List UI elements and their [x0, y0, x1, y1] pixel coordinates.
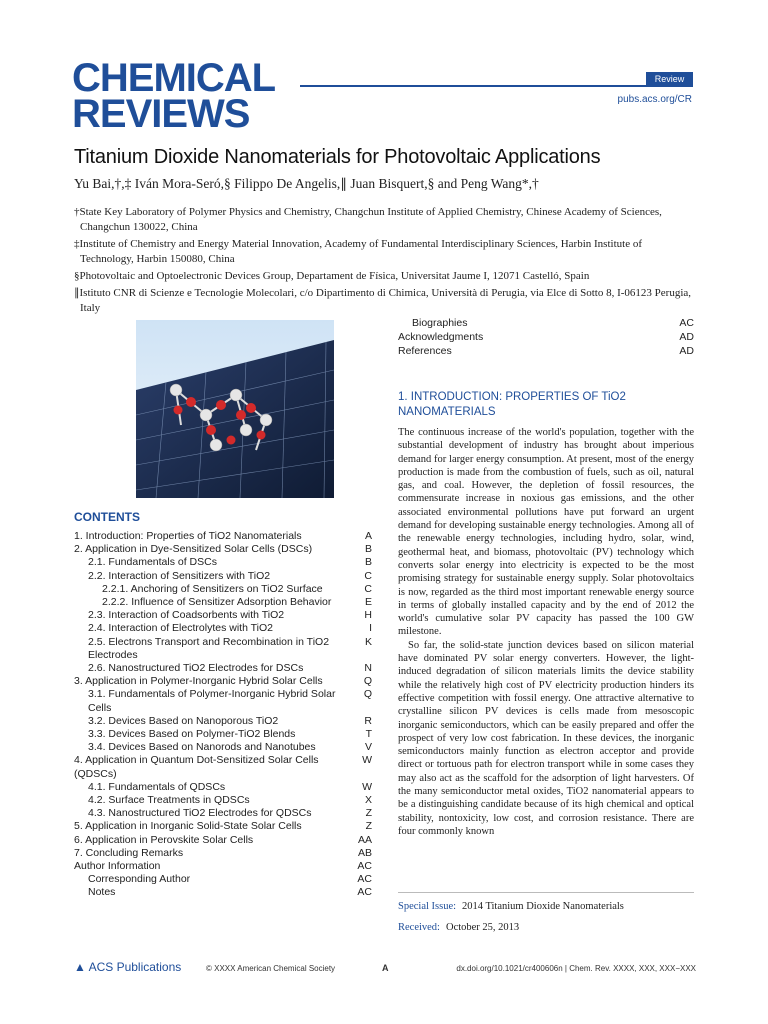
toc-entry-page: AC [679, 317, 694, 329]
toc-entry-title: 4. Application in Quantum Dot-Sensitized Solar Cells (QDSCs) [74, 754, 319, 780]
toc-entry-page: AB [357, 846, 372, 859]
toc-entry-title: 5. Application in Inorganic Solid-State Solar Cells [74, 820, 302, 833]
journal-logo [72, 56, 276, 136]
author-list: Yu Bai,†,‡ Iván Mora-Seró,§ Filippo De Angelis,∥ Juan Bisquert,§ and Peng Wang*,† [74, 176, 539, 191]
toc-entry[interactable] [74, 741, 372, 754]
affiliation: ‡Institute of Chemistry and Energy Material Innovation, Academy of Fundamental Interdisciplinary Sciences, Harbin Institute of Technology, Harbin 150080, China [74, 238, 642, 265]
toc-entry-title: Corresponding Author [88, 873, 191, 886]
toc-entry-title: 4.2. Surface Treatments in QDSCs [88, 794, 250, 807]
toc-entry-title: 2.5. Electrons Transport and Recombination in TiO2 Electrodes [88, 635, 330, 661]
toc-entry[interactable] [74, 873, 372, 886]
special-issue-label: Special Issue: [398, 901, 457, 912]
header-rule [300, 85, 693, 87]
toc-entry-page: AC [357, 873, 372, 886]
toc-entry[interactable] [74, 530, 372, 543]
toc-entry[interactable] [74, 556, 372, 569]
toc-entry-title: 3.3. Devices Based on Polymer-TiO2 Blends [88, 728, 296, 741]
toc-entry[interactable] [74, 596, 372, 609]
toc-entry-title: 2.1. Fundamentals of DSCs [88, 556, 217, 569]
toc-entry-title: 2.3. Interaction of Coadsorbents with TiO2 [88, 609, 285, 622]
toc-entry[interactable] [74, 715, 372, 728]
toc-entry[interactable] [74, 860, 372, 873]
toc-entry[interactable] [74, 675, 372, 688]
toc-entry-title: 2.6. Nanostructured TiO2 Electrodes for DSCs [88, 662, 304, 675]
toc-entry[interactable] [74, 662, 372, 675]
toc-entry-page: X [364, 794, 372, 807]
table-of-contents-continued [398, 316, 694, 358]
toc-entry[interactable] [74, 609, 372, 622]
affiliations [74, 205, 696, 318]
toc-entry-page: Q [363, 688, 372, 701]
affiliation: †State Key Laboratory of Polymer Physics and Chemistry, Changchun Institute of Applied Chemistry, Chinese Academy of Sciences, Changchun 130022, China [74, 206, 662, 233]
journal-logo-line2: REVIEWS [72, 92, 250, 136]
toc-entry-title: 3.4. Devices Based on Nanorods and Nanotubes [88, 741, 316, 754]
toc-entry-title: Notes [88, 886, 116, 899]
paragraph: The continuous increase of the world's population, together with the substantial development of industry has brought about imperious demand for larger energy consumption. At present, most of the energy production is made from the combustion of fuels, such as oil, natural gas, and coal. However, the depletion of fossil resources, the commensurate increase in noxious gas emissions, and the other associated environmental pollutions have put forward an urgent demand for developing sustainable energy technologies. Among all of the renewable energy technologies, including hydro, solar, wind, geothermal heat, and biomass, photovoltaic (PV) technology which converts solar energy into electricity is expected to be the most promising strategy for sustainable energy supply. Solar photovoltaics is now, regarded as the third most important renewable energy source in terms of globally installed capacity and by the end of 2012 the world's cumulative solar PV capacity has passed the 100 GW milestone. [398, 427, 694, 638]
toc-entry-page: W [362, 754, 372, 767]
affiliation: ∥Istituto CNR di Scienze e Tecnologie Molecolari, c/o Dipartimento di Chimica, Università di Perugia, via Elce di Sotto 8, I-06123 Perugia, Italy [74, 287, 692, 314]
toc-entry-title: References [398, 345, 452, 357]
toc-entry-page: N [364, 662, 372, 675]
page-footer [74, 960, 696, 980]
toc-entry[interactable] [74, 807, 372, 820]
acs-icon: ▲ [74, 960, 86, 974]
publisher-name: ACS Publications [88, 960, 182, 974]
toc-entry-title: 3. Application in Polymer-Inorganic Hybrid Solar Cells [74, 675, 323, 688]
toc-entry[interactable] [398, 330, 694, 344]
toc-entry-page: AD [679, 331, 694, 343]
received-label: Received: [398, 922, 440, 933]
special-issue-value: 2014 Titanium Dioxide Nanomaterials [462, 901, 624, 912]
toc-entry-title: 2.2. Interaction of Sensitizers with TiO2 [88, 569, 271, 582]
toc-entry-page: B [364, 543, 372, 556]
toc-entry-title: 3.1. Fundamentals of Polymer-Inorganic Hybrid Solar Cells [88, 688, 336, 714]
toc-graphic [136, 320, 334, 498]
contents-heading: CONTENTS [74, 510, 140, 524]
toc-entry-title: 2.2.2. Influence of Sensitizer Adsorption Behavior [102, 596, 332, 609]
article-title: Titanium Dioxide Nanomaterials for Photovoltaic Applications [74, 146, 601, 168]
doi-citation[interactable]: dx.doi.org/10.1021/cr400606n | Chem. Rev. XXXX, XXX, XXX−XXX [456, 964, 696, 973]
toc-entry[interactable] [74, 820, 372, 833]
page-number: A [382, 963, 389, 973]
solar-panel-molecule-image [136, 320, 334, 498]
toc-entry-title: 4.1. Fundamentals of QDSCs [88, 780, 226, 793]
toc-entry-page: E [364, 596, 372, 609]
toc-entry-page: I [369, 622, 372, 635]
toc-entry-title: 2. Application in Dye-Sensitized Solar Cells (DSCs) [74, 543, 313, 556]
toc-entry-page: C [364, 582, 372, 595]
affiliation: §Photovoltaic and Optoelectronic Devices Group, Departament de Física, Universitat Jaume I, 12071 Castelló, Spain [74, 270, 590, 282]
toc-entry-page: K [364, 635, 372, 648]
paragraph: So far, the solid-state junction devices based on silicon material have dominated PV solar energy converters. However, the light-induced degradation of silicon materials limits the device stability while the relatively high cost of PV electricity production hinders its effective competition with fossil energy. One attractive alternative to crystalline silicon PV devices is cells made from mesoscopic inorganic semiconductors, which can be easily prepared and offer the prospect of very low cost fabrication. In these devices, the inorganic semiconductors mainly function as electron acceptor and provide direct or tortuous path for electron transport while in some cases they may also act as the scaffold for the adsorption of light harvesters. Of the many semiconductor metal oxides, TiO2 nanomaterial appears to be a distinguishing candidate because of its high chemical and optical stability, nontoxicity, low cost, and corrosion resistance. There are four commonly known [398, 639, 694, 837]
toc-entry[interactable] [398, 316, 694, 330]
publisher-logo [74, 960, 181, 974]
journal-url[interactable]: pubs.acs.org/CR [617, 94, 692, 105]
toc-entry-title: 2.2.1. Anchoring of Sensitizers on TiO2 Surface [102, 582, 323, 595]
toc-entry[interactable] [398, 344, 694, 358]
toc-entry-page: R [364, 714, 372, 727]
toc-entry-title: 6. Application in Perovskite Solar Cells [74, 833, 254, 846]
received-line [398, 922, 519, 933]
toc-entry-page: AD [679, 345, 694, 357]
toc-entry[interactable] [74, 847, 372, 860]
toc-entry[interactable] [74, 728, 372, 741]
toc-entry[interactable] [74, 583, 372, 596]
special-issue-line [398, 901, 624, 912]
toc-entry-title: 2.4. Interaction of Electrolytes with TiO2 [88, 622, 274, 635]
toc-entry-page: Z [365, 807, 372, 820]
received-value: October 25, 2013 [445, 922, 520, 933]
toc-entry-title: Acknowledgments [398, 331, 484, 343]
toc-entry-title: Biographies [412, 317, 468, 329]
toc-entry-page: Z [365, 820, 372, 833]
toc-entry-title: 7. Concluding Remarks [74, 846, 184, 859]
toc-entry-page: T [365, 728, 372, 741]
toc-entry[interactable] [74, 570, 372, 583]
toc-entry-title: Author Information [74, 860, 161, 873]
toc-entry-page: AA [357, 833, 372, 846]
toc-entry[interactable] [74, 886, 372, 899]
toc-entry-page: A [364, 530, 372, 542]
section-heading: 1. INTRODUCTION: PROPERTIES OF TiO2 NANOMATERIALS [398, 391, 626, 418]
toc-entry-title: 4.3. Nanostructured TiO2 Electrodes for QDSCs [88, 807, 312, 820]
toc-entry-page: Q [363, 675, 372, 688]
toc-entry-title: 1. Introduction: Properties of TiO2 Nanomaterials [74, 530, 302, 542]
toc-entry-page: H [364, 609, 372, 622]
toc-entry[interactable] [74, 794, 372, 807]
divider [398, 892, 694, 893]
toc-entry-page: V [364, 741, 372, 754]
toc-entry-page: W [362, 780, 372, 793]
toc-entry[interactable] [74, 754, 372, 780]
copyright: © XXXX American Chemical Society [206, 964, 336, 973]
toc-entry[interactable] [74, 834, 372, 847]
toc-entry[interactable] [74, 543, 372, 556]
toc-entry-page: AC [357, 860, 372, 873]
toc-entry-page: B [364, 556, 372, 569]
toc-entry[interactable] [74, 636, 372, 662]
journal-logo-line1: CHEMICAL [72, 56, 276, 100]
toc-entry[interactable] [74, 781, 372, 794]
toc-entry-title: 3.2. Devices Based on Nanoporous TiO2 [88, 714, 279, 727]
article-type-badge: Review [646, 72, 693, 86]
toc-entry-page: AC [357, 886, 372, 899]
toc-entry[interactable] [74, 622, 372, 635]
body-text [398, 426, 694, 838]
table-of-contents [74, 530, 372, 900]
toc-entry-page: C [364, 569, 372, 582]
toc-entry[interactable] [74, 688, 372, 714]
